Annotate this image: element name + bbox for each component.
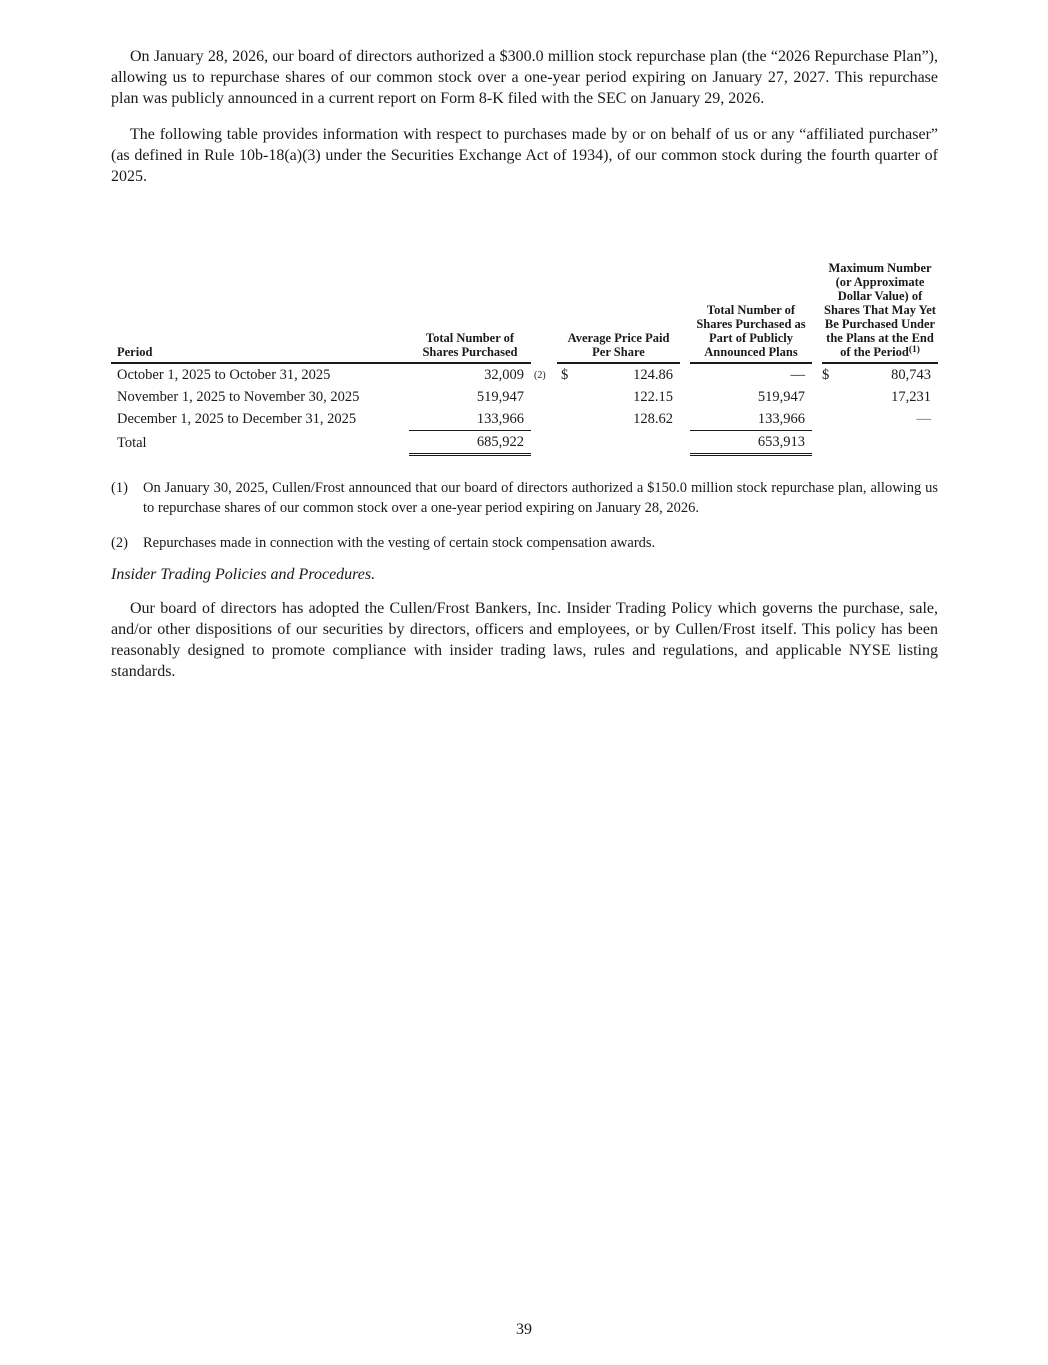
cell-total-label: Total bbox=[117, 435, 147, 451]
cell-period: November 1, 2025 to November 30, 2025 bbox=[117, 388, 360, 405]
cell-max-currency: $ bbox=[822, 366, 830, 383]
table-header-row bbox=[111, 261, 938, 364]
section-heading: Insider Trading Policies and Procedures. bbox=[111, 566, 376, 583]
paragraph-insider-trading: Our board of directors has adopted the Cullen/Frost Bankers, Inc. Insider Trading Policy which governs the purchase, sale, and/or other dispositions of our securities by directors, officers and employees, or by Cullen/Frost itself. This policy has been reasonably designed to promote compliance with insider trading laws, rules and regulations, and applicable NYSE listing standards. bbox=[111, 600, 938, 680]
page-number: 39 bbox=[516, 1321, 532, 1338]
footnote-2 bbox=[111, 533, 938, 553]
cell-price-currency: $ bbox=[561, 366, 569, 383]
footnote-text: On January 30, 2025, Cullen/Frost announced that our board of directors authorized a $150.0 million stock repurchase plan, allowing us to repurchase shares of our common stock over a one-year period expiring on January 28, 2026. bbox=[143, 480, 938, 516]
document-page bbox=[111, 46, 938, 680]
cell-average-price: 128.62 bbox=[633, 411, 673, 427]
cell-price-currency bbox=[557, 386, 577, 408]
cell-total-shares: 133,966 bbox=[409, 408, 531, 431]
cell-public-plans: 133,966 bbox=[690, 408, 812, 431]
cell-note bbox=[531, 386, 557, 408]
repurchase-table bbox=[111, 261, 938, 456]
footnote-number: (2) bbox=[111, 535, 128, 551]
cell-average-price: 122.15 bbox=[633, 388, 673, 405]
cell-max-remaining: — bbox=[916, 411, 932, 427]
cell-period: October 1, 2025 to October 31, 2025 bbox=[117, 366, 331, 383]
cell-max-remaining: 17,231 bbox=[891, 388, 932, 405]
cell-total-shares-sum: 685,922 bbox=[409, 431, 531, 456]
cell-total-shares: 32,009 bbox=[484, 366, 524, 383]
header-public-plans: Total Number of Shares Purchased as Part of Publicly Announced Plans bbox=[690, 261, 812, 364]
cell-period: December 1, 2025 to December 31, 2025 bbox=[117, 411, 357, 427]
cell-note bbox=[531, 408, 557, 431]
footnotes bbox=[111, 478, 938, 568]
table-row bbox=[111, 364, 938, 386]
cell-average-price: 124.86 bbox=[633, 366, 673, 383]
table-row bbox=[111, 408, 938, 431]
paragraph-repurchase-plan: On January 28, 2026, our board of directors authorized a $300.0 million stock repurchase plan (the “2026 Repurchase Plan”), allowing us to repurchase shares of our common stock over a one-year period expiring on January 27, 2027. This repurchase plan was publicly announced in a current report on Form 8-K filed with the SEC on January 29, 2026. bbox=[111, 48, 938, 107]
header-total-shares: Total Number of Shares Purchased bbox=[409, 261, 531, 364]
cell-public-plans: 519,947 bbox=[757, 388, 805, 405]
header-max-remaining-text: Maximum Number (or Approximate Dollar Value) of Shares That May Yet Be Purchased Under the Plans at the End of the Period bbox=[824, 261, 936, 359]
header-period: Period bbox=[111, 261, 409, 364]
footnote-ref-2: (2) bbox=[534, 369, 546, 381]
table-row bbox=[111, 386, 938, 408]
footnote-number: (1) bbox=[111, 480, 128, 496]
cell-public-plans: — bbox=[790, 366, 805, 383]
cell-total-shares: 519,947 bbox=[476, 388, 524, 405]
cell-public-plans-sum: 653,913 bbox=[690, 431, 812, 456]
footnote-ref-1: (1) bbox=[908, 345, 920, 355]
header-max-remaining bbox=[822, 261, 938, 364]
paragraph-table-intro: The following table provides information with respect to purchases made by or on behalf of us or any “affiliated purchaser” (as defined in Rule 10b-18(a)(3) under the Securities Exchange Act of 1934), of our common stock during the fourth quarter of 2025. bbox=[111, 126, 938, 185]
cell-price-currency bbox=[557, 408, 577, 431]
cell-max-remaining: 80,743 bbox=[891, 366, 932, 383]
header-average-price: Average Price Paid Per Share bbox=[557, 261, 680, 364]
table-total-row bbox=[111, 431, 938, 456]
cell-max-currency bbox=[822, 386, 837, 408]
footnote-text: Repurchases made in connection with the vesting of certain stock compensation awards. bbox=[143, 535, 656, 551]
cell-max-currency bbox=[822, 408, 837, 431]
footnote-1 bbox=[111, 478, 938, 518]
